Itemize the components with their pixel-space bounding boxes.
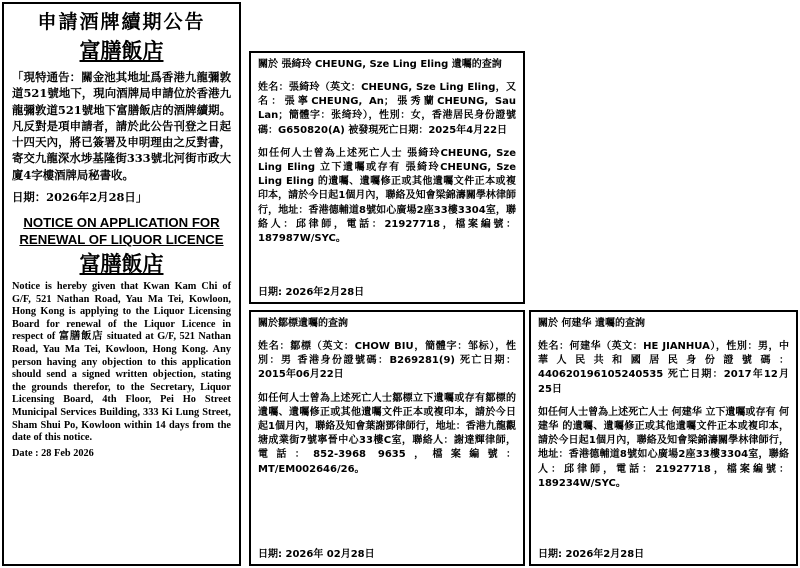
estate-notice-heading: 關於 何建华 遺囑的查詢 xyxy=(538,318,645,329)
estate-notice-chow xyxy=(249,310,525,566)
estate-notice-date: 日期: 2026年 02月28日 xyxy=(258,549,375,560)
liquor-notice-chinese-body: 「現特通告：關金池其地址爲香港九龍彌敦道521號地下，現向酒牌局申請位於香港九龍彌敦道521號地下富膳飯店的酒牌續期。凡反對是項申請者，請於此公告刊登之日起十四天內，將已簽署及申明理由之反對書，寄交九龍深水埗基隆街333號北河街市政大廈4字樓酒牌局秘書收。 xyxy=(12,70,231,182)
liquor-notice-english-date: Date : 28 Feb 2026 xyxy=(12,447,94,459)
liquor-notice-english-restaurant-name: 富膳飯店 xyxy=(79,251,164,277)
estate-notice-date: 日期: 2026年2月28日 xyxy=(258,287,365,298)
estate-notice-body: 如任何人士曾為上述死亡人士鄒標立下遺囑或存有鄒標的遺囑、遺囑修正或其他遺囑文件正本或複印本，請於今日起1個月內，聯絡及知會葉謝鄧律師行，地址：香港九龍觀塘成業街7號寧晉中心33樓C室，聯絡人：謝達輝律師，電話：852-3968 9635，檔案編號：MT/EM002646/26。 xyxy=(258,392,516,475)
estate-notice-cheung xyxy=(249,51,525,304)
liquor-notice-english-body: Notice is hereby given that Kwan Kam Chi of G/F, 521 Nathan Road, Yau Ma Tei, Kowloon, Hong Kong is applying to the Liquor Licensing Board for renewal of the Liquor Licence in respect of 富膳飯店 situated at G/F, 521 Nathan Road, Yau Ma Tei, Kowloon, Hong Kong. Any person having any objection to this application should send a signed written objection, stating the grounds therefor, to the Secretary, Liquor Licensing Board, 4th Floor, Pei Ho Street Municipal Services Building, 333 Ki Lung Street, Sham Shui Po, Kowloon within 14 days from the date of this notice. xyxy=(12,281,231,444)
estate-notice-details: 姓名：何建华（英文：HE JIANHUA），性別：男，中華人民共和國居民身份證號碼：440620196105240535 死亡日期：2017年12月25日 xyxy=(538,341,789,395)
liquor-notice-chinese-restaurant-name: 富膳飯店 xyxy=(79,38,164,63)
estate-notice-heading: 關於鄒標遺囑的查詢 xyxy=(258,318,348,329)
liquor-notice-chinese-date: 日期：2026年2月28日」 xyxy=(12,190,148,205)
liquor-notice-chinese-title: 申請酒牌續期公告 xyxy=(37,11,206,33)
estate-notice-heading: 關於 張綺玲 CHEUNG, Sze Ling Eling 遺囑的查詢 xyxy=(258,59,502,70)
liquor-notice-english-title: NOTICE ON APPLICATION FOR RENEWAL OF LIQUOR LICENCE xyxy=(19,215,224,248)
estate-notice-he xyxy=(529,310,798,566)
estate-notice-details: 姓名：張綺玲（英文：CHEUNG, Sze Ling Eling，又名：張寧CHEUNG, An；張秀蘭CHEUNG, Sau Lan；簡體字：张绮玲），性別：女，香港居民身份證號碼：G650820(A) 被發現死亡日期：2025年4月22日 xyxy=(258,82,516,136)
estate-notice-date: 日期: 2026年2月28日 xyxy=(538,549,645,560)
estate-notice-body: 如任何人士曾為上述死亡人士 何建华 立下遺囑或存有 何建华 的遺囑、遺囑修正或其他遺囑文件正本或複印本，請於今日起1個月內，聯絡及知會梁錦濤關學林律師行，地址：香港德輔道8號如心廣場2座33樓3304室，聯絡人：邱律師，電話：21927718，檔案編號：189234W/SYC。 xyxy=(538,406,789,489)
liquor-licence-notice xyxy=(2,2,241,566)
estate-notice-body: 如任何人士曾為上述死亡人士 張綺玲CHEUNG, Sze Ling Eling 立下遺囑或存有 張綺玲CHEUNG, Sze Ling Eling 的遺囑、遺囑修正或其他遺囑文件正本或複印本，請於今日起1個月內，聯絡及知會梁錦濤關學林律師行，地址：香港德輔道8號如心廣場2座33樓3304室，聯絡人：邱律師，電話：21927718，檔案編號：187987W/SYC。 xyxy=(258,147,516,245)
estate-notice-details: 姓名：鄒標（英文：CHOW BIU，簡體字：邹标），性別：男 香港身份證號碼：B269281(9) 死亡日期：2015年06月22日 xyxy=(258,341,516,381)
